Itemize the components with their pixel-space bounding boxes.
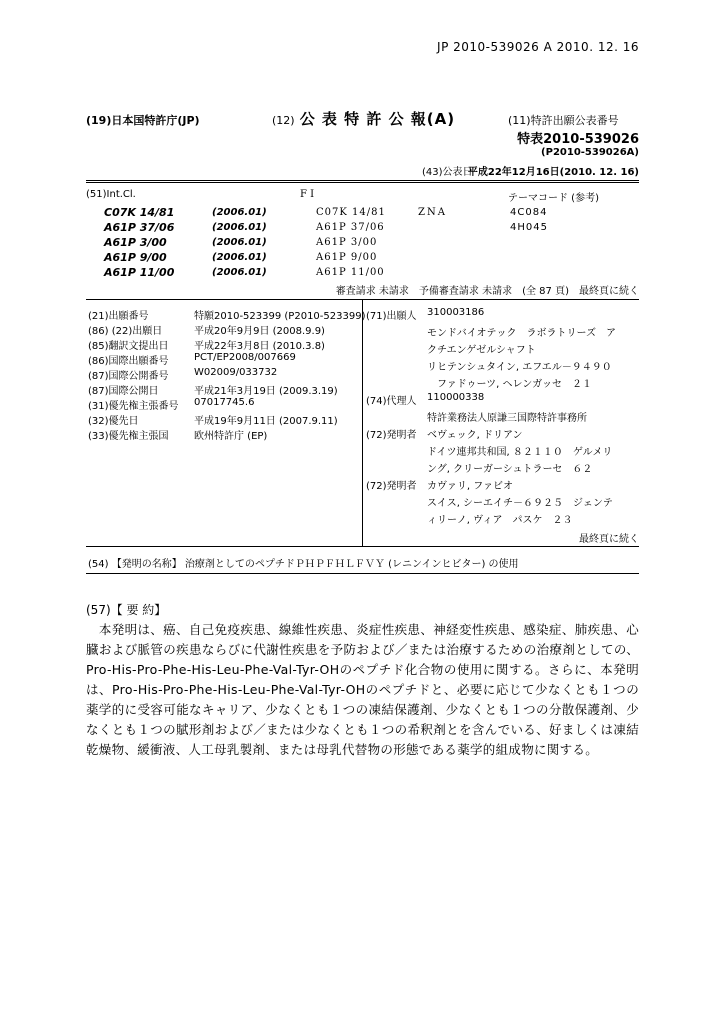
- bib-label: (87)国際公開番号: [88, 371, 169, 382]
- ipc-version: (2006.01): [212, 237, 267, 248]
- publication-number-label: (11)特許出願公表番号: [508, 114, 619, 127]
- abstract-heading: (57)【 要 約】: [86, 603, 167, 617]
- fi-label: F I: [300, 189, 315, 200]
- bib-value: ファドゥーツ, ヘレンガッセ ２１: [427, 379, 593, 390]
- publication-type-title: 公 表 特 許 公 報(A): [299, 110, 456, 128]
- ipc-version: (2006.01): [212, 222, 267, 233]
- abstract-text: 本発明は、癌、自己免疫疾患、線維性疾患、炎症性疾患、神経変性疾患、感染症、肺疾患、心臓および脈管の疾患ならびに代謝性疾患を予防および／または治療するための治療剤としての、Pro-His-Pro-Phe-His-Leu-Phe-Val-Tyr-OHのペプチド化合物の使用に関する。さらに、本発明は、Pro-His-Pro-Phe-His-Leu-Phe-Val-Tyr-OHのペプチドと、必要に応じて少なくとも１つの薬学的に受容可能なキャリア、少なくとも１つの凍結保護剤、少なくとも１つの分散保護剤、少なくとも１つの賦形剤および／または少なくとも１つの希釈剤とを含んでいる、好ましくは凍結乾燥物、緩衝液、人工母乳製剤、または母乳代替物の形態である薬学的組成物に関する。: [86, 622, 639, 757]
- ipc-code: A61P 3/00: [104, 236, 167, 249]
- bib-value: W02009/033732: [194, 367, 278, 378]
- bib-label: (86)国際出願番号: [88, 356, 169, 367]
- publication-date: 平成22年12月16日(2010. 12. 16): [467, 167, 639, 178]
- bib-label: (72)発明者: [366, 481, 417, 492]
- bib-value: 特願2010-523399 (P2010-523399): [194, 311, 366, 322]
- fi-code: A61P 37/06: [316, 222, 385, 233]
- theme-code: 4C084: [510, 207, 548, 218]
- header-divider: [86, 180, 639, 183]
- bib-label: (74)代理人: [366, 396, 417, 407]
- bib-label: (32)優先日: [88, 416, 139, 427]
- bib-value: 110000338: [427, 392, 485, 403]
- bib-value: クチエンゲゼルシャフト: [427, 345, 536, 356]
- bib-label: (31)優先権主張番号: [88, 401, 179, 412]
- theme-code: 4H045: [510, 222, 548, 233]
- ipc-version: (2006.01): [212, 252, 267, 263]
- bib-value: 平成20年9月9日 (2008.9.9): [194, 326, 325, 337]
- ipc-code: C07K 14/81: [104, 206, 175, 219]
- ipc-code: A61P 37/06: [104, 221, 175, 234]
- publication-number-alt: (P2010-539026A): [541, 147, 639, 158]
- bib-value: リヒテンシュタイン, エフエル－９４９０: [427, 362, 612, 373]
- theme-code-label: テーマコード (参考): [508, 193, 599, 204]
- ipc-code: A61P 11/00: [104, 266, 175, 279]
- fi-code: A61P 3/00: [316, 237, 378, 248]
- bib-label: (85)翻訳文提出日: [88, 341, 169, 352]
- bib-value: ドイツ連邦共和国, ８２１１０ ゲルメリ: [427, 447, 613, 458]
- bib-label: (21)出願番号: [88, 311, 149, 322]
- bib-value: 310003186: [427, 307, 485, 318]
- bib-label: (87)国際公開日: [88, 386, 159, 397]
- bib-column-divider: [362, 300, 363, 546]
- bib-value: カヴァリ, ファビオ: [427, 481, 514, 492]
- publication-number: 特表2010-539026: [517, 132, 639, 147]
- document-number: JP 2010-539026 A 2010. 12. 16: [437, 40, 639, 54]
- bib-value: モンドバイオテック ラボラトリーズ ア: [427, 328, 616, 339]
- publication-date-label: (43)公表日: [422, 167, 473, 178]
- bib-label: (71)出願人: [366, 311, 417, 322]
- ipc-code: A61P 9/00: [104, 251, 167, 264]
- bib-divider: [86, 546, 639, 547]
- title-divider: [86, 573, 639, 574]
- fi-extra: ZNA: [418, 207, 447, 218]
- bib-label: (33)優先権主張国: [88, 431, 169, 442]
- bib-value: 07017745.6: [194, 397, 255, 408]
- publication-type: [272, 108, 455, 129]
- fi-code: C07K 14/81: [316, 207, 386, 218]
- bib-value: 平成21年3月19日 (2009.3.19): [194, 386, 338, 397]
- bib-value: 欧州特許庁 (EP): [194, 431, 268, 442]
- ipc-version: (2006.01): [212, 267, 267, 278]
- bib-value: 特許業務法人原謙三国際特許事務所: [427, 413, 587, 424]
- bib-value: 平成22年3月8日 (2010.3.8): [194, 341, 325, 352]
- invention-title: (54) 【発明の名称】 治療剤としてのペプチドＰＨＰＦＨＬＦＶＹ (レニンインヒビター) の使用: [88, 559, 519, 570]
- bib-value: 平成19年9月11日 (2007.9.11): [194, 416, 338, 427]
- bib-value: ィリーノ, ヴィア パスケ ２３: [427, 515, 573, 526]
- examination-status: 審査請求 未請求 予備審査請求 未請求 (全 87 頁) 最終頁に続く: [335, 286, 639, 297]
- bib-label: (72)発明者: [366, 430, 417, 441]
- bib-value: PCT/EP2008/007669: [194, 352, 296, 363]
- bib-value: ベヴェック, ドリアン: [427, 430, 523, 441]
- bib-value: スイス, シーエイチ－６９２５ ジェンテ: [427, 498, 613, 509]
- fi-code: A61P 9/00: [316, 252, 378, 263]
- ipc-version: (2006.01): [212, 207, 267, 218]
- publication-type-prefix: (12): [272, 114, 295, 127]
- bib-value: ング, クリーガーシュトラーセ ６２: [427, 464, 593, 475]
- bib-label: (86) (22)出願日: [88, 326, 163, 337]
- fi-code: A61P 11/00: [316, 267, 385, 278]
- patent-office: (19)日本国特許庁(JP): [86, 114, 200, 127]
- intcl-label: (51)Int.Cl.: [86, 189, 136, 200]
- continued-note: 最終頁に続く: [579, 534, 639, 545]
